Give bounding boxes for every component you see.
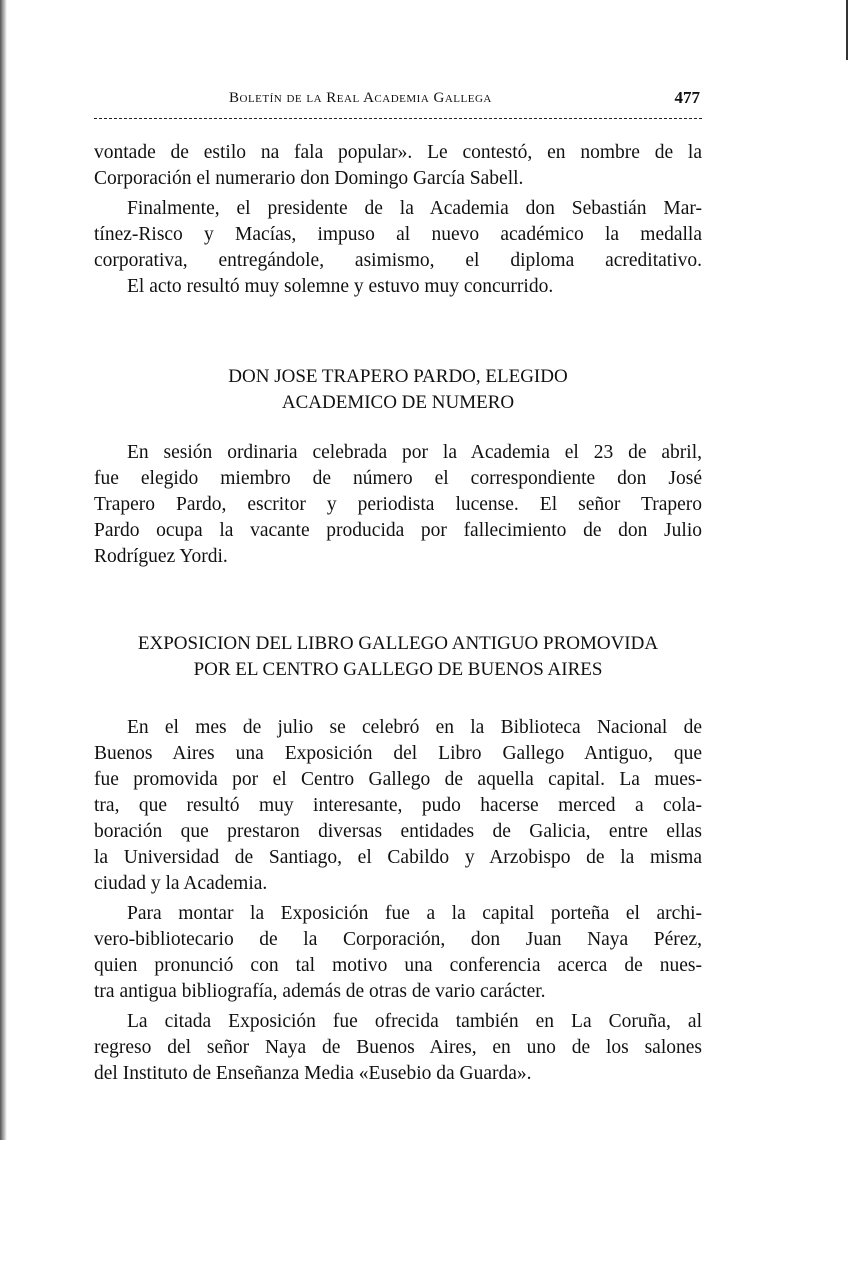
scan-edge xyxy=(0,0,7,1140)
text-line: fue promovida por el Centro Gallego de aquella capital. La mues- xyxy=(94,769,702,790)
text-line: tínez-Risco y Macías, impuso al nuevo académico la medalla xyxy=(94,224,702,245)
section-intro xyxy=(94,140,702,300)
text-line: corporativa, entregándole, asimismo, el diploma acreditativo. xyxy=(94,250,702,271)
text-line: del Instituto de Enseñanza Media «Eusebio da Guarda». xyxy=(94,1063,532,1084)
scan-edge-right xyxy=(846,0,848,60)
text-line: Finalmente, el presidente de la Academia don Sebastián Mar- xyxy=(127,198,702,219)
journal-title: Boletín de la Real Academia Gallega xyxy=(229,90,492,106)
section-heading: ACADEMICO DE NUMERO xyxy=(281,392,515,413)
text-line: vero-bibliotecario de la Corporación, don Juan Naya Pérez, xyxy=(94,929,702,950)
section-exposicion xyxy=(94,631,702,1087)
text-line: quien pronunció con tal motivo una conferencia acerca de nues- xyxy=(94,955,702,976)
section-heading: POR EL CENTRO GALLEGO DE BUENOS AIRES xyxy=(193,659,603,680)
text-line: fue elegido miembro de número el correspondiente don José xyxy=(94,468,702,489)
text-line: Trapero Pardo, escritor y periodista lucense. El señor Trapero xyxy=(94,494,702,515)
text-line: En sesión ordinaria celebrada por la Academia el 23 de abril, xyxy=(127,442,702,463)
section-heading: EXPOSICION DEL LIBRO GALLEGO ANTIGUO PROMOVIDA xyxy=(137,633,659,654)
text-line: Rodríguez Yordi. xyxy=(94,546,228,567)
text-line: boración que prestaron diversas entidades de Galicia, entre ellas xyxy=(94,821,702,842)
text-line: Para montar la Exposición fue a la capital porteña el archi- xyxy=(127,903,702,924)
text-line: tra, que resultó muy interesante, pudo hacerse merced a cola- xyxy=(94,795,702,816)
text-line: vontade de estilo na fala popular». Le contestó, en nombre de la xyxy=(94,142,702,163)
text-line: tra antigua bibliografía, además de otras de vario carácter. xyxy=(94,981,546,1002)
text-line: En el mes de julio se celebró en la Biblioteca Nacional de xyxy=(127,717,702,738)
running-header xyxy=(94,88,702,119)
text-line: ciudad y la Academia. xyxy=(94,873,268,894)
text-line: Corporación el numerario don Domingo García Sabell. xyxy=(94,168,524,189)
text-line: Pardo ocupa la vacante producida por fallecimiento de don Julio xyxy=(94,520,702,541)
section-heading: DON JOSE TRAPERO PARDO, ELEGIDO xyxy=(228,366,568,387)
section-trapero xyxy=(94,364,702,570)
text-line: regreso del señor Naya de Buenos Aires, en uno de los salones xyxy=(94,1037,702,1058)
text-line: La citada Exposición fue ofrecida también en La Coruña, al xyxy=(127,1011,702,1032)
text-line: Buenos Aires una Exposición del Libro Gallego Antiguo, que xyxy=(94,743,702,764)
text-line: El acto resultó muy solemne y estuvo muy concurrido. xyxy=(127,276,554,297)
page-number: 477 xyxy=(674,88,700,107)
text-line: la Universidad de Santiago, el Cabildo y Arzobispo de la misma xyxy=(94,847,702,868)
